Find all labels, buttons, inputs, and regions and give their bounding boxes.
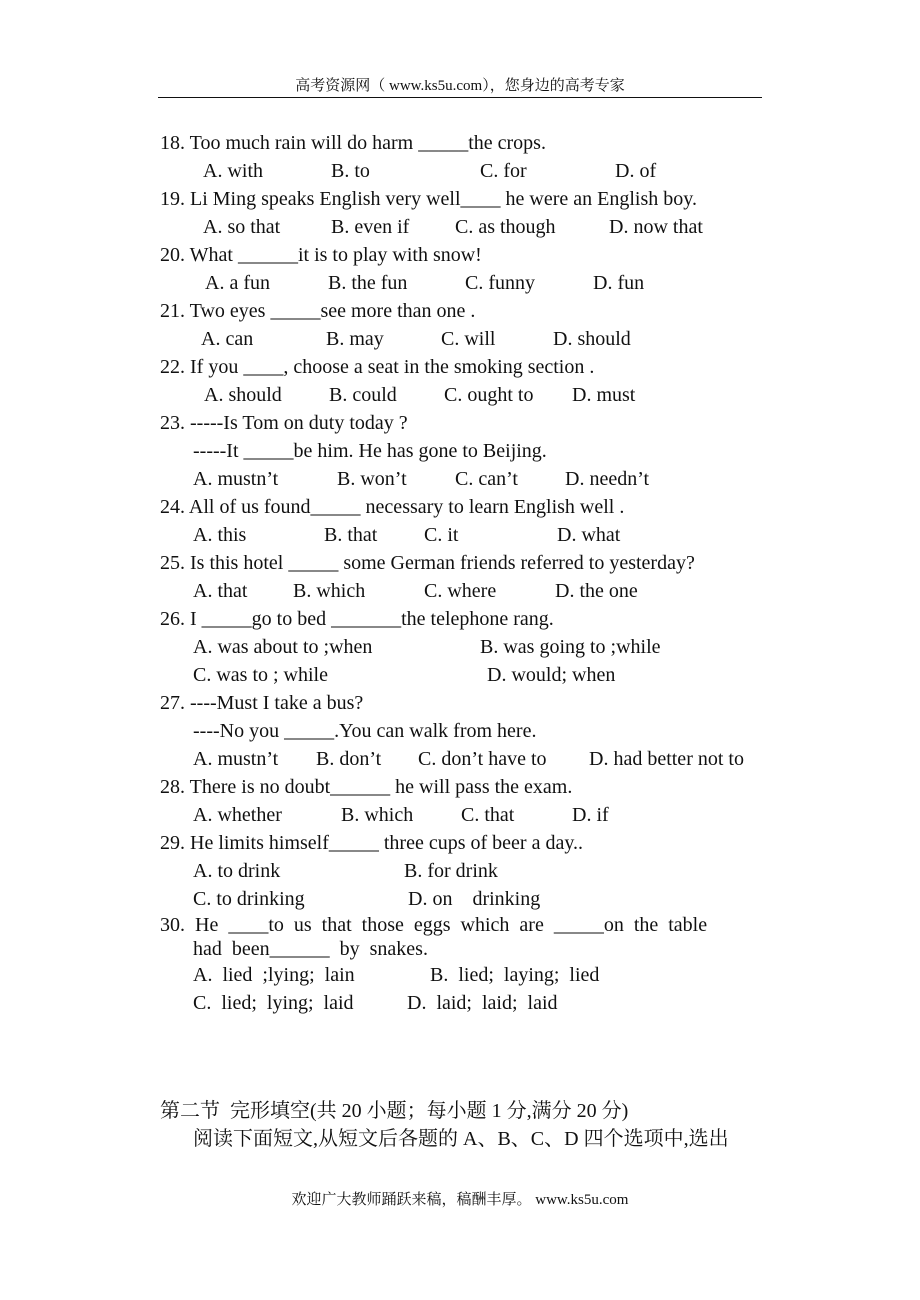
question-25-stem: 25. Is this hotel _____ some German friends referred to yesterday? (160, 552, 695, 574)
option-a: A. mustn’t (193, 468, 279, 490)
section-title: 第二节 完形填空(共 20 小题；每小题 1 分,满分 20 分) (160, 1100, 629, 1122)
option-d: D. what (557, 524, 621, 546)
question-24-stem: 24. All of us found_____ necessary to learn English well . (160, 496, 625, 518)
option-a: A. a fun (205, 272, 270, 294)
option-c: C. was to ; while (193, 664, 328, 686)
option-b: B. may (326, 328, 384, 350)
option-d: D. on drinking (408, 888, 541, 910)
option-c: C. will (441, 328, 496, 350)
option-d: D. laid; laid; laid (407, 992, 558, 1014)
option-d: D. if (572, 804, 609, 826)
option-a: A. this (193, 524, 247, 546)
option-a: A. lied ;lying; lain (193, 964, 355, 986)
option-b: B. lied; laying; lied (430, 964, 600, 986)
question-26-stem: 26. I _____go to bed _______the telephone rang. (160, 608, 554, 630)
question-29-stem: 29. He limits himself_____ three cups of beer a day.. (160, 832, 584, 854)
question-30-stem: 30. He ____to us that those eggs which are _____on the table (160, 914, 708, 936)
option-a: A. so that (203, 216, 281, 238)
question-22-stem: 22. If you ____, choose a seat in the smoking section . (160, 356, 595, 378)
option-a: A. mustn’t (193, 748, 279, 770)
option-d: D. now that (609, 216, 703, 238)
option-a: A. to drink (193, 860, 281, 882)
option-d: D. of (615, 160, 657, 182)
option-d: D. should (553, 328, 631, 350)
option-b: B. for drink (404, 860, 498, 882)
question-18-stem: 18. Too much rain will do harm _____the crops. (160, 132, 546, 154)
question-23-line2: -----It _____be him. He has gone to Beijing. (193, 440, 547, 462)
option-a: A. that (193, 580, 248, 602)
option-c: C. ought to (444, 384, 534, 406)
option-b: B. the fun (328, 272, 408, 294)
option-b: B. even if (331, 216, 410, 238)
option-c: C. to drinking (193, 888, 305, 910)
option-d: D. fun (593, 272, 645, 294)
question-23-stem: 23. -----Is Tom on duty today ? (160, 412, 408, 434)
question-27-stem: 27. ----Must I take a bus? (160, 692, 364, 714)
page-header: 高考资源网（ www.ks5u.com），您身边的高考专家 (295, 78, 625, 94)
option-b: B. could (329, 384, 397, 406)
section-instruction: 阅读下面短文,从短文后各题的 A、B、C、D 四个选项中,选出 (193, 1128, 729, 1150)
option-b: B. to (331, 160, 370, 182)
option-c: C. can’t (455, 468, 518, 490)
option-b: B. that (324, 524, 378, 546)
option-d: D. would; when (487, 664, 616, 686)
option-c: C. lied; lying; laid (193, 992, 354, 1014)
option-b: B. don’t (316, 748, 382, 770)
option-d: D. needn’t (565, 468, 650, 490)
option-d: D. had better not to (589, 748, 744, 770)
question-20-stem: 20. What ______it is to play with snow! (160, 244, 482, 266)
option-a: A. whether (193, 804, 282, 826)
header-divider (158, 97, 762, 98)
question-21-stem: 21. Two eyes _____see more than one . (160, 300, 476, 322)
page-footer: 欢迎广大教师踊跃来稿，稿酬丰厚。 www.ks5u.com (291, 1192, 629, 1208)
option-d: D. the one (555, 580, 638, 602)
option-d: D. must (572, 384, 636, 406)
option-c: C. as though (455, 216, 556, 238)
option-a: A. should (204, 384, 282, 406)
option-a: A. can (201, 328, 254, 350)
question-28-stem: 28. There is no doubt______ he will pass the exam. (160, 776, 573, 798)
option-b: B. won’t (337, 468, 407, 490)
question-19-stem: 19. Li Ming speaks English very well____ he were an English boy. (160, 188, 697, 210)
option-c: C. that (461, 804, 515, 826)
option-b: B. which (341, 804, 414, 826)
option-c: C. it (424, 524, 459, 546)
option-b: B. which (293, 580, 366, 602)
option-a: A. with (203, 160, 263, 182)
question-30-line2: had been______ by snakes. (193, 938, 428, 960)
option-c: C. where (424, 580, 497, 602)
option-b: B. was going to ;while (480, 636, 661, 658)
question-27-line2: ----No you _____.You can walk from here. (193, 720, 537, 742)
option-c: C. funny (465, 272, 535, 294)
option-c: C. for (480, 160, 527, 182)
option-c: C. don’t have to (418, 748, 547, 770)
option-a: A. was about to ;when (193, 636, 373, 658)
